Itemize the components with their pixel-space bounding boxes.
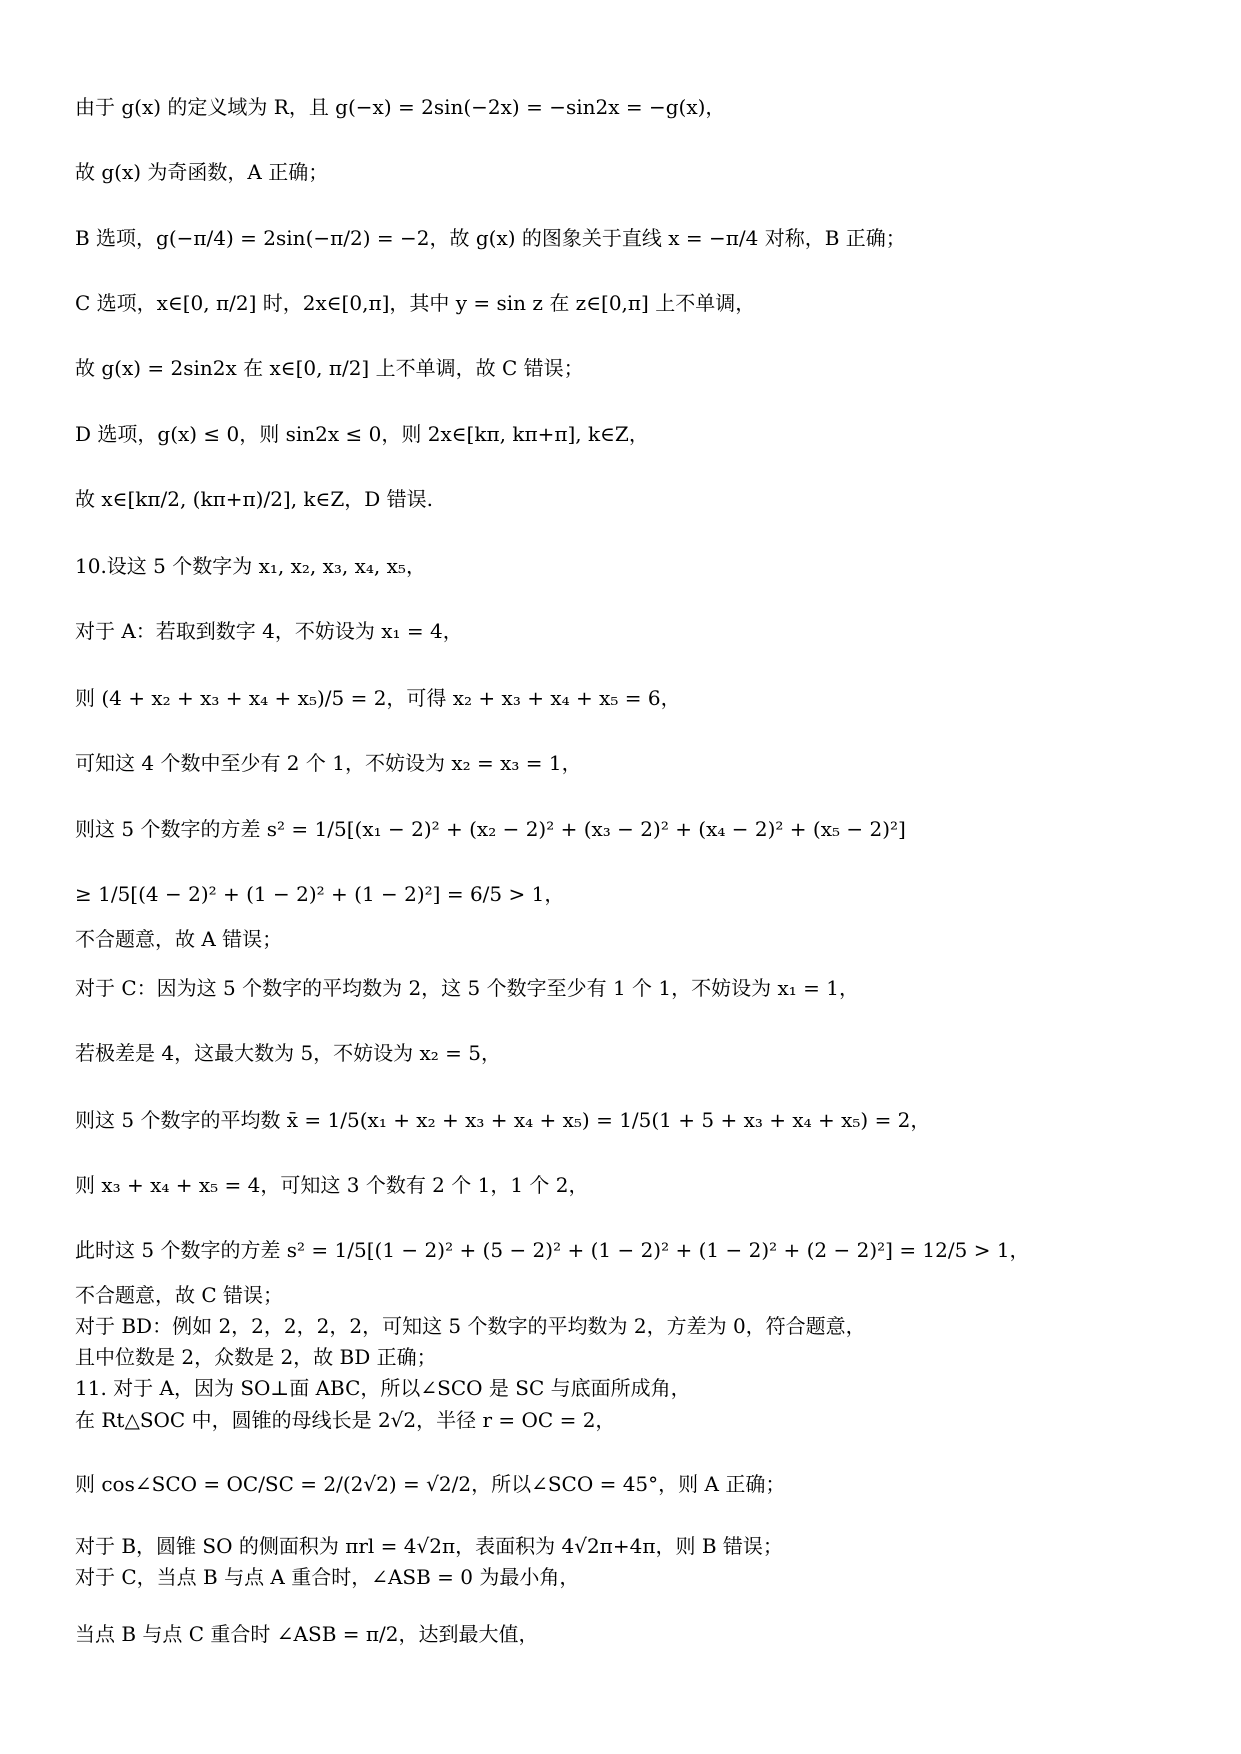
text-line: 对于 C：因为这 5 个数字的平均数为 2，这 5 个数字至少有 1 个 1，不妨设为 x₁ = 1， — [75, 976, 859, 1000]
text-line: 可知这 4 个数中至少有 2 个 1，不妨设为 x₂ = x₃ = 1， — [75, 751, 582, 775]
text-line: 对于 BD：例如 2，2，2，2，2，可知这 5 个数字的平均数为 2，方差为 0，符合题意， — [75, 1314, 866, 1338]
text-line: D 选项，g(x) ≤ 0，则 sin2x ≤ 0，则 2x∈[kπ, kπ+π], k∈Z， — [75, 422, 649, 446]
text-line: 在 Rt△SOC 中，圆锥的母线长是 2√2，半径 r = OC = 2， — [75, 1408, 616, 1432]
text-line: 则 x₃ + x₄ + x₅ = 4，可知这 3 个数有 2 个 1，1 个 2， — [75, 1173, 589, 1197]
text-line: 且中位数是 2，众数是 2，故 BD 正确； — [75, 1345, 437, 1369]
text-line: 10.设这 5 个数字为 x₁, x₂, x₃, x₄, x₅， — [75, 554, 426, 578]
text-line: 则 (4 + x₂ + x₃ + x₄ + x₅)/5 = 2，可得 x₂ + x₃ + x₄ + x₅ = 6， — [75, 686, 681, 710]
text-line: 则这 5 个数字的方差 s² = 1/5[(x₁ − 2)² + (x₂ − 2)² + (x₃ − 2)² + (x₄ − 2)² + (x₅ − 2)²] — [75, 817, 906, 841]
text-line: 对于 A：若取到数字 4，不妨设为 x₁ = 4， — [75, 619, 463, 643]
text-line: 对于 C，当点 B 与点 A 重合时，∠ASB = 0 为最小角， — [75, 1565, 580, 1589]
text-line: 由于 g(x) 的定义域为 R，且 g(−x) = 2sin(−2x) = −sin2x = −g(x)， — [75, 95, 726, 119]
text-line: 不合题意，故 C 错误； — [75, 1283, 284, 1307]
text-line: B 选项，g(−π/4) = 2sin(−π/2) = −2，故 g(x) 的图象关于直线 x = −π/4 对称，B 正确； — [75, 226, 906, 250]
text-line: 不合题意，故 A 错误； — [75, 927, 283, 951]
text-line: 故 g(x) 为奇函数，A 正确； — [75, 160, 329, 184]
text-line: 对于 B，圆锥 SO 的侧面积为 πrl = 4√2π，表面积为 4√2π+4π，则 B 错误； — [75, 1534, 783, 1558]
text-line: 故 x∈[kπ/2, (kπ+π)/2], k∈Z，D 错误. — [75, 487, 434, 511]
text-line: 11. 对于 A，因为 SO⊥面 ABC，所以∠SCO 是 SC 与底面所成角， — [75, 1376, 691, 1400]
text-line: 故 g(x) = 2sin2x 在 x∈[0, π/2] 上不单调，故 C 错误； — [75, 356, 584, 380]
text-line: 则这 5 个数字的平均数 x̄ = 1/5(x₁ + x₂ + x₃ + x₄ + x₅) = 1/5(1 + 5 + x₃ + x₄ + x₅) = 2， — [75, 1108, 931, 1132]
text-line: ≥ 1/5[(4 − 2)² + (1 − 2)² + (1 − 2)²] = 6/5 > 1， — [75, 882, 565, 906]
text-line: C 选项，x∈[0, π/2] 时，2x∈[0,π]，其中 y = sin z 在 z∈[0,π] 上不单调， — [75, 291, 756, 315]
text-line: 则 cos∠SCO = OC/SC = 2/(2√2) = √2/2，所以∠SCO = 45°，则 A 正确； — [75, 1472, 786, 1496]
text-line: 当点 B 与点 C 重合时 ∠ASB = π/2，达到最大值， — [75, 1622, 539, 1646]
text-line: 若极差是 4，这最大数为 5，不妨设为 x₂ = 5， — [75, 1041, 502, 1065]
text-line: 此时这 5 个数字的方差 s² = 1/5[(1 − 2)² + (5 − 2)² + (1 − 2)² + (1 − 2)² + (2 − 2)²] = 12/5 > 1， — [75, 1238, 1030, 1262]
